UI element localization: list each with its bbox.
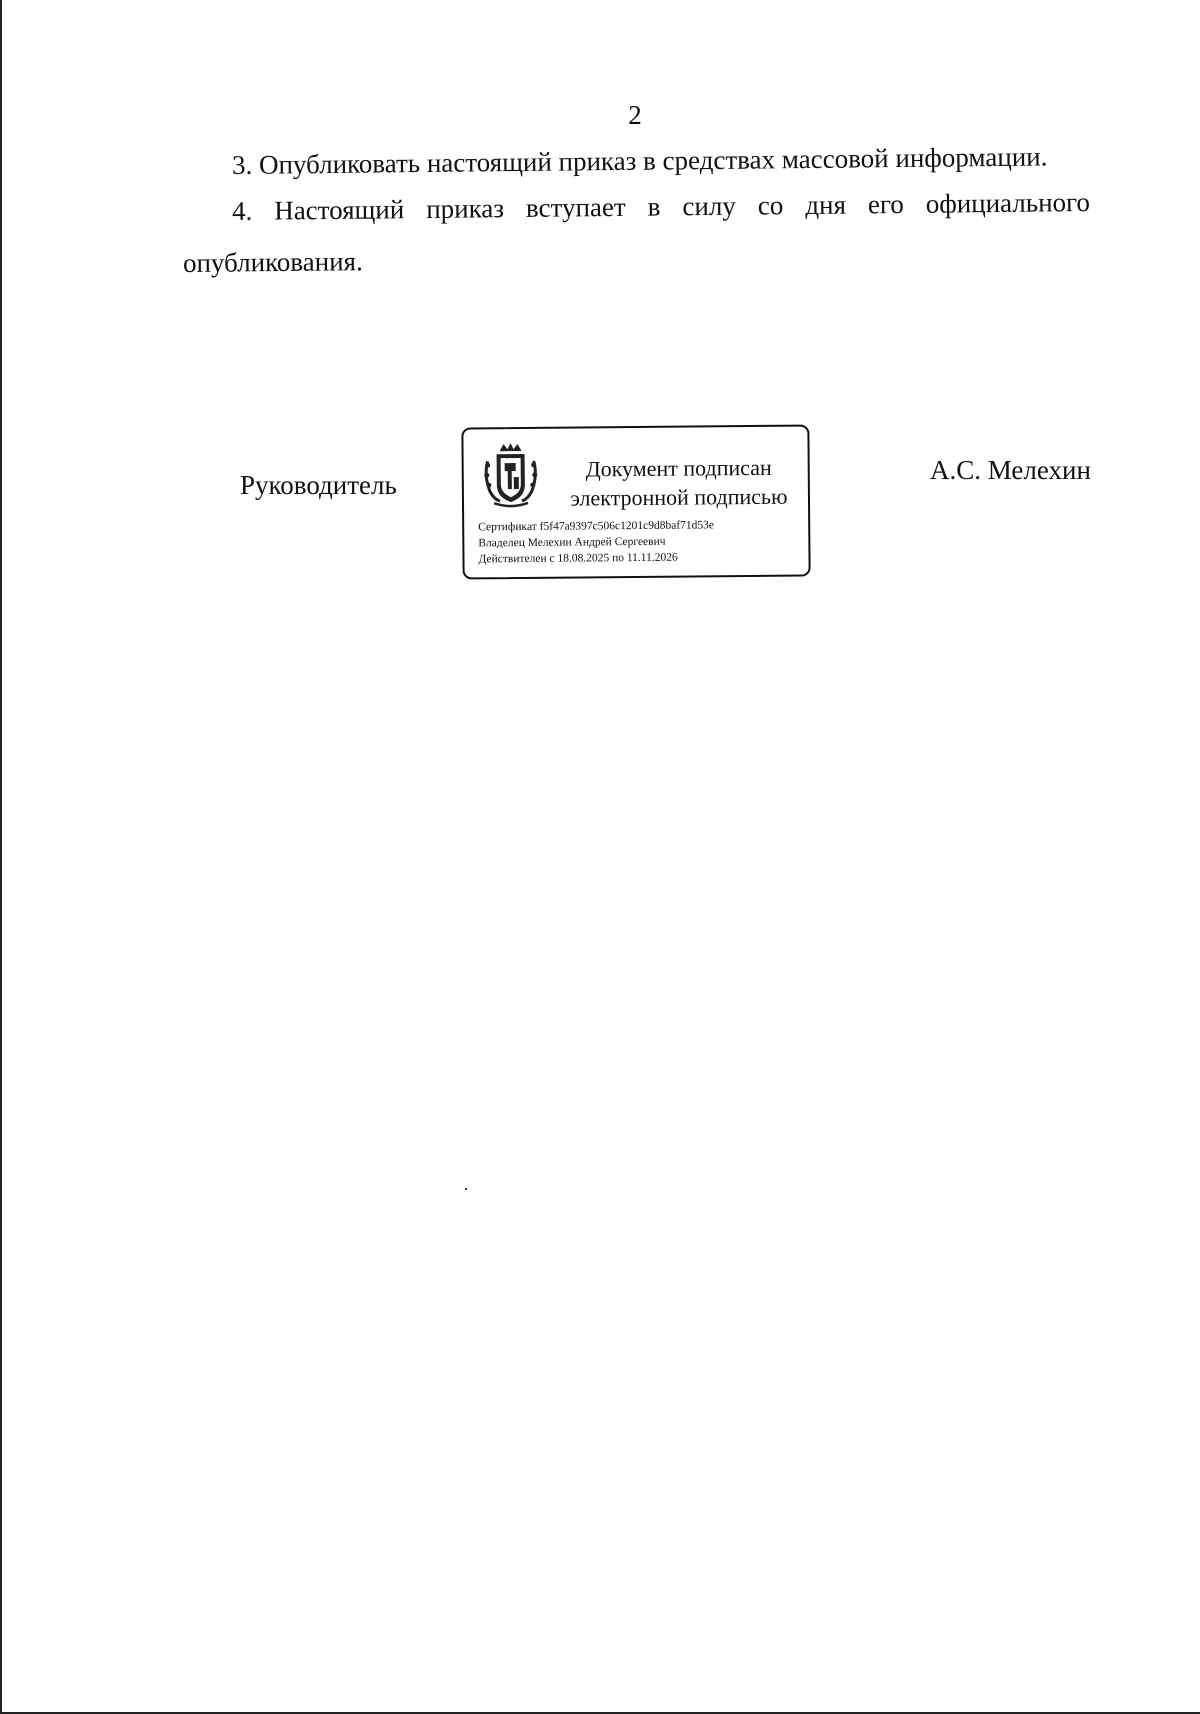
- paragraph-item-4: 4. Настоящий приказ вступает в силу со дня его официального: [231, 187, 1091, 226]
- signer-name: А.С. Мелехин: [930, 455, 1091, 485]
- paragraph-item-3: 3. Опубликовать настоящий приказ в средствах массовой информации.: [231, 141, 1048, 180]
- esign-validity: Действителен с 18.08.2025 по 11.11.2026: [478, 551, 678, 566]
- electronic-signature-stamp: [461, 424, 810, 579]
- esign-title-line-1: Документ подписан: [585, 454, 772, 482]
- scan-edge-left: [0, 0, 2, 1714]
- esign-details: [478, 517, 714, 567]
- esign-title: [554, 453, 804, 513]
- coat-of-arms-icon: [481, 441, 540, 510]
- signer-role: Руководитель: [240, 470, 397, 500]
- scan-speck: [465, 1188, 467, 1190]
- page-number: 2: [628, 100, 642, 130]
- esign-title-line-2: электронной подписью: [570, 483, 788, 511]
- esign-certificate: Сертификат f5f47a9397c506c1201c9d8baf71d53e: [478, 519, 715, 534]
- esign-owner: Владелец Мелехин Андрей Сергеевич: [478, 535, 666, 550]
- paragraph-item-4-continuation: опубликования.: [182, 246, 363, 278]
